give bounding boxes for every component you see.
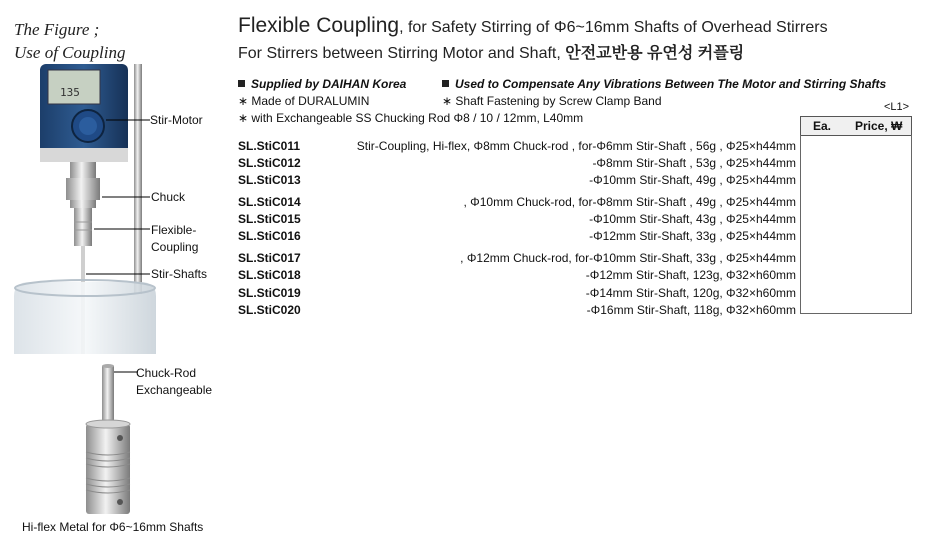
price-list-label: <L1> <box>884 101 910 113</box>
table-row <box>238 268 798 284</box>
callout-chuck: Chuck <box>151 190 186 204</box>
figure-title-line1: The Figure ; <box>14 20 100 39</box>
product-code: SL.StiC019 <box>238 286 301 300</box>
product-desc: -Φ12mm Stir-Shaft, 123g, Φ32×h60mm <box>585 268 796 282</box>
product-code: SL.StiC012 <box>238 156 301 170</box>
price-column <box>800 135 912 314</box>
chuck <box>70 162 96 178</box>
callout-flexible-coupling-2: Coupling <box>151 240 199 254</box>
table-row <box>238 173 798 189</box>
figure-title-line2: Use of Coupling <box>14 43 126 62</box>
product-desc: -Φ10mm Stir-Shaft, 43g , Φ25×h44mm <box>589 212 796 226</box>
bullet-square-icon <box>442 80 449 87</box>
col-price: Price, ₩ <box>855 119 903 133</box>
product-title <box>238 14 828 38</box>
info-compensate: Used to Compensate Any Vibrations Between The Motor and Stirring Shafts <box>442 77 886 91</box>
product-desc: -Φ16mm Stir-Shaft, 118g, Φ32×h60mm <box>586 303 796 317</box>
figure-title <box>14 18 125 64</box>
table-row <box>238 303 798 319</box>
product-desc: -Φ10mm Stir-Shaft, 49g , Φ25×h44mm <box>589 173 796 187</box>
callout-flexible-coupling-1: Flexible- <box>151 223 197 237</box>
chuck-rod <box>102 366 114 426</box>
figure-caption: Hi-flex Metal for Φ6~16mm Shafts <box>22 520 204 534</box>
stirrer-illustration <box>10 64 235 354</box>
coupling-body <box>86 424 130 514</box>
product-desc: -Φ14mm Stir-Shaft, 120g, Φ32×h60mm <box>585 286 796 300</box>
stand-pole <box>134 64 142 294</box>
table-row <box>238 251 798 267</box>
flexible-coupling <box>74 208 92 246</box>
product-desc: Stir-Coupling, Hi-flex, Φ8mm Chuck-rod , for-Φ6mm Stir-Shaft , 56g , Φ25×h44mm <box>356 139 796 153</box>
product-subtitle-korean: 안전교반용 유연성 커플링 <box>565 45 745 62</box>
product-code: SL.StiC017 <box>238 251 301 265</box>
product-subtitle-text: For Stirrers between Stirring Motor and Shaft, <box>238 45 561 62</box>
callout-stir-motor: Stir-Motor <box>150 113 203 127</box>
product-code: SL.StiC020 <box>238 303 301 317</box>
product-code: SL.StiC018 <box>238 268 301 282</box>
product-title-rest: , for Safety Stirring of Φ6~16mm Shafts of Overhead Stirrers <box>399 19 828 36</box>
product-desc: -Φ8mm Stir-Shaft , 53g , Φ25×h44mm <box>592 156 796 170</box>
table-row <box>238 212 798 228</box>
col-unit: Ea. <box>813 119 832 133</box>
product-code: SL.StiC014 <box>238 195 301 209</box>
table-row <box>238 139 798 155</box>
table-row <box>238 195 798 211</box>
info-supplied: Supplied by DAIHAN Korea <box>238 77 406 91</box>
price-table-header <box>800 116 912 136</box>
product-title-main: Flexible Coupling <box>238 14 400 37</box>
product-subtitle <box>238 40 744 63</box>
info-chucking: ∗ with Exchangeable SS Chucking Rod Φ8 / 10 / 12mm, L40mm <box>238 111 584 125</box>
product-code: SL.StiC015 <box>238 212 301 226</box>
product-desc: , Φ10mm Chuck-rod, for-Φ8mm Stir-Shaft , 49g , Φ25×h44mm <box>463 195 796 209</box>
product-code: SL.StiC011 <box>238 139 301 153</box>
product-desc: , Φ12mm Chuck-rod, for-Φ10mm Stir-Shaft, 33g , Φ25×h44mm <box>460 251 796 265</box>
bullet-square-icon <box>238 80 245 87</box>
table-row <box>238 156 798 172</box>
product-code: SL.StiC016 <box>238 229 301 243</box>
callout-stir-shafts: Stir-Shafts <box>151 267 208 281</box>
info-material: ∗ Made of DURALUMIN <box>238 94 370 108</box>
table-row <box>238 286 798 302</box>
info-fastening: ∗ Shaft Fastening by Screw Clamp Band <box>442 94 662 108</box>
product-desc: -Φ12mm Stir-Shaft, 33g , Φ25×h44mm <box>589 229 796 243</box>
svg-text:135: 135 <box>60 86 80 99</box>
callout-chuck-rod-1: Chuck-Rod <box>136 366 197 380</box>
callout-chuck-rod-2: Exchangeable <box>136 383 213 397</box>
product-code: SL.StiC013 <box>238 173 301 187</box>
table-row <box>238 229 798 245</box>
